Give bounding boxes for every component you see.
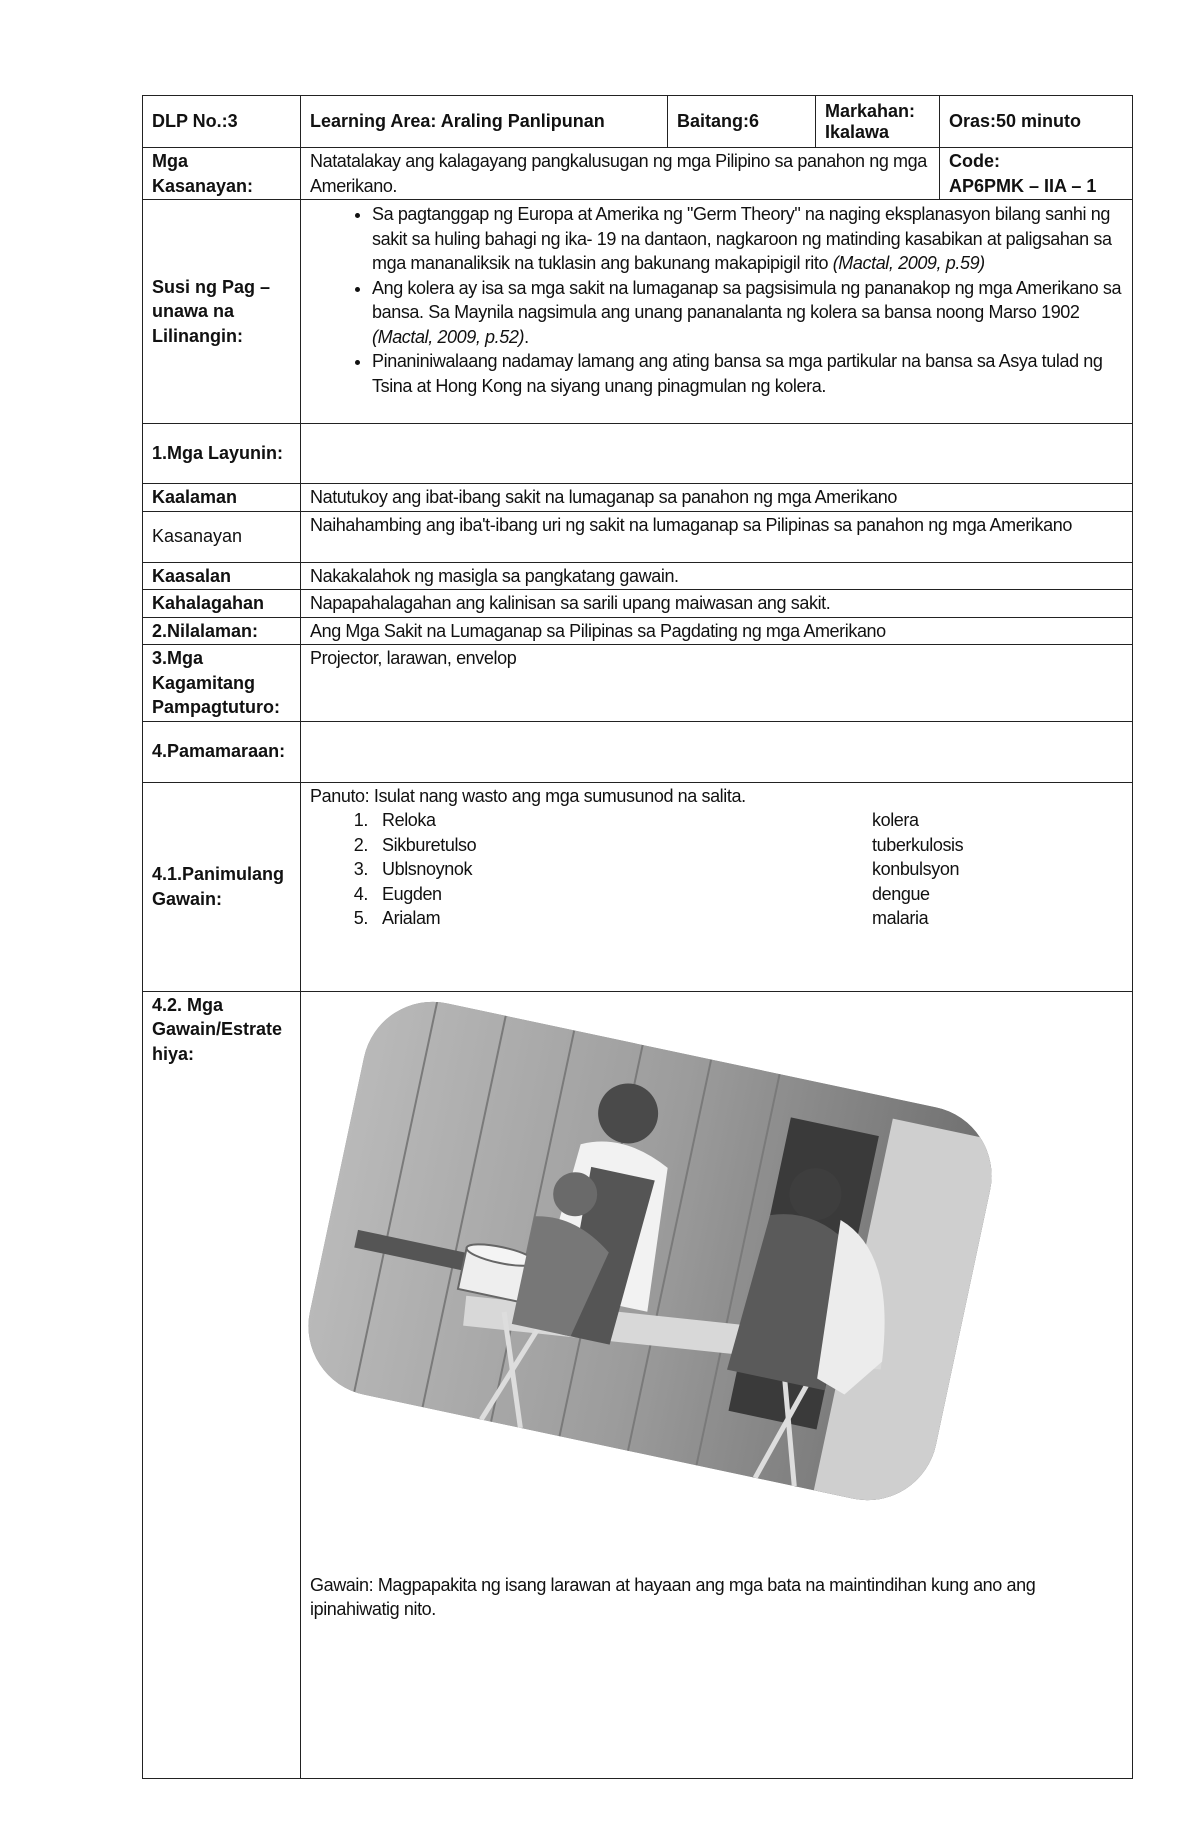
- kaalaman-label: Kaalaman: [143, 484, 301, 512]
- dlp-table: [142, 95, 1133, 1779]
- gawain-label: 4.2. Mga Gawain/Estrate hiya:: [143, 991, 301, 1778]
- learning-area: Learning Area: Araling Panlipunan: [301, 96, 668, 148]
- answer-word: tuberkulosis: [872, 834, 964, 855]
- susi-bullet: • Ang kolera ay isa sa mga sakit na lumaganap sa pagsisimula ng pananakop ng mga Amerikano sa bansa. Sa Maynila nagsimula ang unang pananalanta ng kolera sa bansa noong Marso 1902 (Mactal, 2009, p.52).: [372, 276, 1123, 350]
- scrambled-word: Ublsnoynok: [382, 859, 473, 879]
- gawain-content: [301, 991, 1133, 1778]
- pamamaraan-label: 4.Pamamaraan:: [143, 721, 301, 782]
- kahalagahan-label: Kahalagahan: [143, 590, 301, 618]
- gawain-text: Gawain: Magpapakita ng isang larawan at hayaan ang mga bata na maintindihan kung ano ang ipinahiwatig nito.: [310, 1574, 1036, 1619]
- answer-word: dengue: [872, 883, 930, 904]
- kasanayan-row-label: Kasanayan: [143, 511, 301, 562]
- panimulang-content: [301, 782, 1133, 991]
- list-item: 4. Eugden dengue: [310, 882, 1123, 907]
- list-item: 2. Sikburetulso tuberkulosis: [310, 833, 1123, 858]
- photo-illustration: [301, 991, 1005, 1513]
- kasanayan-text: Natatalakay ang kalagayang pangkalusugan ng mga Pilipino sa panahon ng mga Amerikano.: [301, 148, 940, 200]
- kaasalan-label: Kaasalan: [143, 562, 301, 590]
- markahan: Markahan: Ikalawa: [816, 96, 940, 148]
- kaalaman-text: Natutukoy ang ibat-ibang sakit na lumaganap sa panahon ng mga Amerikano: [301, 484, 1133, 512]
- kahalagahan-text: Napapahalagahan ang kalinisan sa sarili upang maiwasan ang sakit.: [301, 590, 1133, 618]
- susi-bullet: • Sa pagtanggap ng Europa at Amerika ng "Germ Theory" na naging eksplanasyon bilang sanhi ng sakit sa huling bahagi ng ika- 19 na dantaon, nagkaroon ng matinding kasabikan at paligsahan sa mga mananaliksik na tuklasin ang bakunang makapipigil rito (Mactal, 2009, p.59): [372, 202, 1123, 276]
- panuto-text: Panuto: Isulat nang wasto ang mga sumusunod na salita.: [310, 785, 746, 806]
- list-item: 1. Reloka kolera: [310, 808, 1123, 833]
- scrambled-word: Arialam: [382, 908, 441, 928]
- panimulang-label: 4.1.Panimulang Gawain:: [143, 782, 301, 991]
- answer-word: malaria: [872, 908, 929, 928]
- code-value: AP6PMK – IIA – 1: [949, 175, 1097, 196]
- list-item: 5. Arialam malaria: [310, 906, 1123, 931]
- susi-bullet-list: [310, 202, 1123, 398]
- layunin-empty: [301, 424, 1133, 484]
- nilalaman-text: Ang Mga Sakit na Lumaganap sa Pilipinas sa Pagdating ng mga Amerikano: [301, 617, 1133, 645]
- oras: Oras:50 minuto: [940, 96, 1133, 148]
- photo-area: [310, 993, 1123, 1573]
- nilalaman-label: 2.Nilalaman:: [143, 617, 301, 645]
- answer-word: kolera: [872, 810, 919, 830]
- layunin-label: 1.Mga Layunin:: [143, 424, 301, 484]
- dlp-number: DLP No.:3: [143, 96, 301, 148]
- list-item: 3. Ublsnoynok konbulsyon: [310, 857, 1123, 882]
- code-label: Code:: [949, 151, 1000, 171]
- kagamitan-text: Projector, larawan, envelop: [301, 645, 1133, 722]
- code-cell: [940, 148, 1133, 200]
- susi-bullet: • Pinaniniwalaang nadamay lamang ang ating bansa sa mga partikular na bansa sa Asya tulad ng Tsina at Hong Kong na siyang unang pinagmulan ng kolera.: [372, 349, 1123, 398]
- kasanayan-row-text: Naihahambing ang iba't-ibang uri ng sakit na lumaganap sa Pilipinas sa panahon ng mga Amerikano: [301, 511, 1133, 562]
- scrambled-word: Reloka: [382, 810, 436, 830]
- scrambled-word: Eugden: [382, 883, 442, 904]
- baitang: Baitang:6: [668, 96, 816, 148]
- scrambled-word: Sikburetulso: [382, 834, 477, 855]
- kagamitan-label: 3.Mga Kagamitang Pampagtuturo:: [143, 645, 301, 722]
- kasanayan-label: Mga Kasanayan:: [143, 148, 301, 200]
- pamamaraan-empty: [301, 721, 1133, 782]
- answer-word: konbulsyon: [872, 859, 960, 879]
- susi-label: Susi ng Pag – unawa na Lilinangin:: [143, 200, 301, 424]
- historical-photo: [301, 991, 1005, 1513]
- susi-content: [301, 200, 1133, 424]
- kaasalan-text: Nakakalahok ng masigla sa pangkatang gawain.: [301, 562, 1133, 590]
